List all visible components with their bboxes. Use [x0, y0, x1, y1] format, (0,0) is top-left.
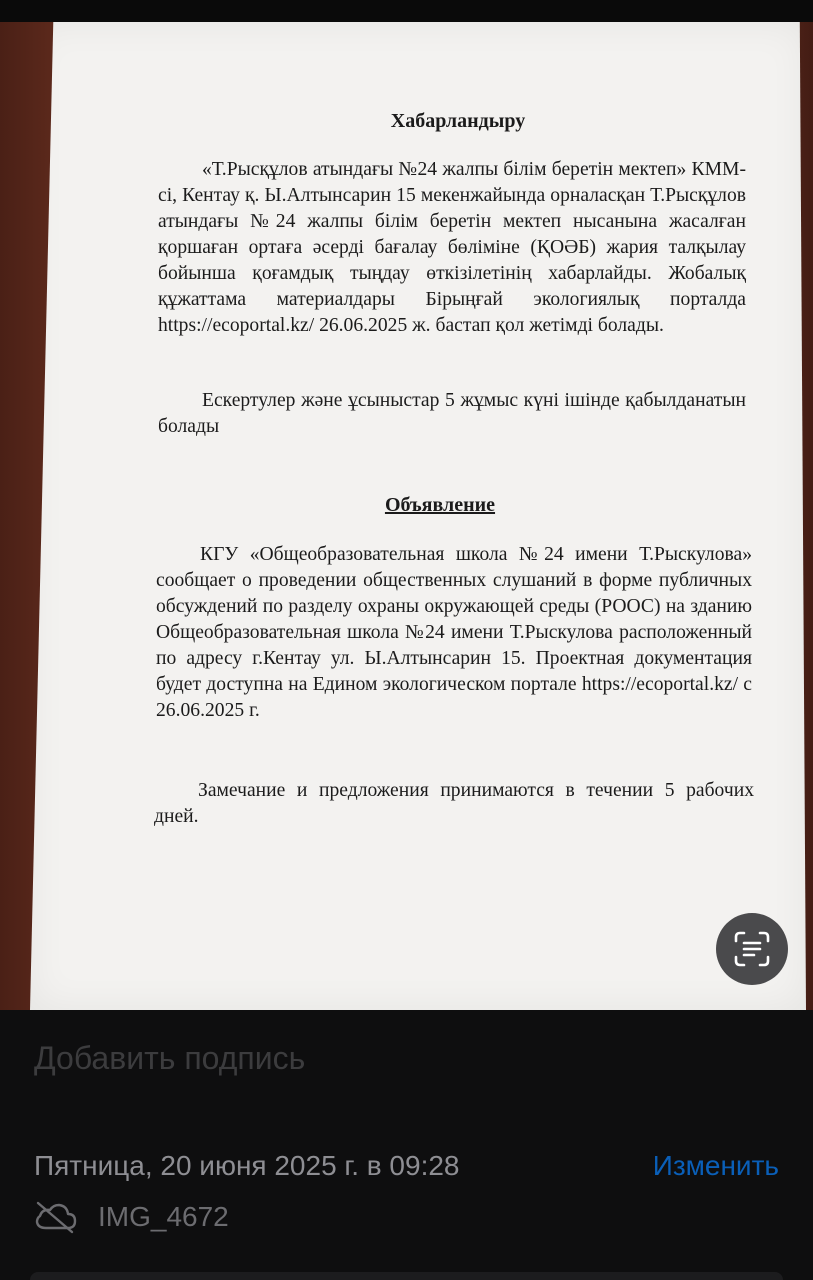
live-text-button[interactable]	[716, 913, 788, 985]
top-bar	[0, 0, 813, 22]
caption-input[interactable]	[34, 1040, 734, 1077]
kz-paragraph-2: Ескертулер және ұсыныстар 5 жұмыс күні ішінде қабылданатын болады	[158, 390, 746, 437]
ru-heading: Объявление	[384, 494, 496, 516]
ru-paragraph-1: КГУ «Общеобразовательная школа №24 имени Т.Рыскулова» сообщает о проведении общественных слушаний в форме публичных обсуждений по разделу охраны окружающей среды (РООС) на зданию Общеобразовательная школа №24 имени Т.Рыскулова расположенный по адресу г.Кентау ул. Ы.Алтынсарин 15. Проектная документация будет доступна на Едином экологическом портале https://ecoportal.kz/ с 26.06.2025 г.	[156, 544, 752, 721]
file-name: IMG_4672	[98, 1201, 229, 1232]
photo[interactable]	[0, 22, 813, 1010]
file-info-row	[34, 1200, 229, 1234]
cloud-off-icon	[34, 1200, 78, 1234]
ru-paragraph-2: Замечание и предложения принимаются в течении 5 рабочих дней.	[154, 780, 754, 827]
kz-paragraph-1: «Т.Рысқұлов атындағы №24 жалпы білім беретін мектеп» КММ-сі, Кентау қ. Ы.Алтынсарин 15 мекенжайында орналасқан Т.Рысқұлов атындағы №24 жалпы білім беретін мектеп нысанына жасалған қоршаған ортаға әсерді бағалау бөліміне (ҚОӘБ) жария талқылау бойынша қоғамдық тыңдау өткізілетінің хабарлайды. Жобалық құжаттама материалдары Бірыңғай экологиялық порталда https://ecoportal.kz/ 26.06.2025 ж. бастап қол жетімді болады.	[158, 159, 746, 336]
kz-heading: Хабарландыру	[390, 110, 526, 132]
live-text-icon	[732, 929, 772, 969]
bottom-toolbar-edge	[30, 1272, 783, 1280]
edit-datetime-button[interactable]: Изменить	[652, 1150, 779, 1181]
photo-datetime: Пятница, 20 июня 2025 г. в 09:28	[34, 1150, 460, 1181]
